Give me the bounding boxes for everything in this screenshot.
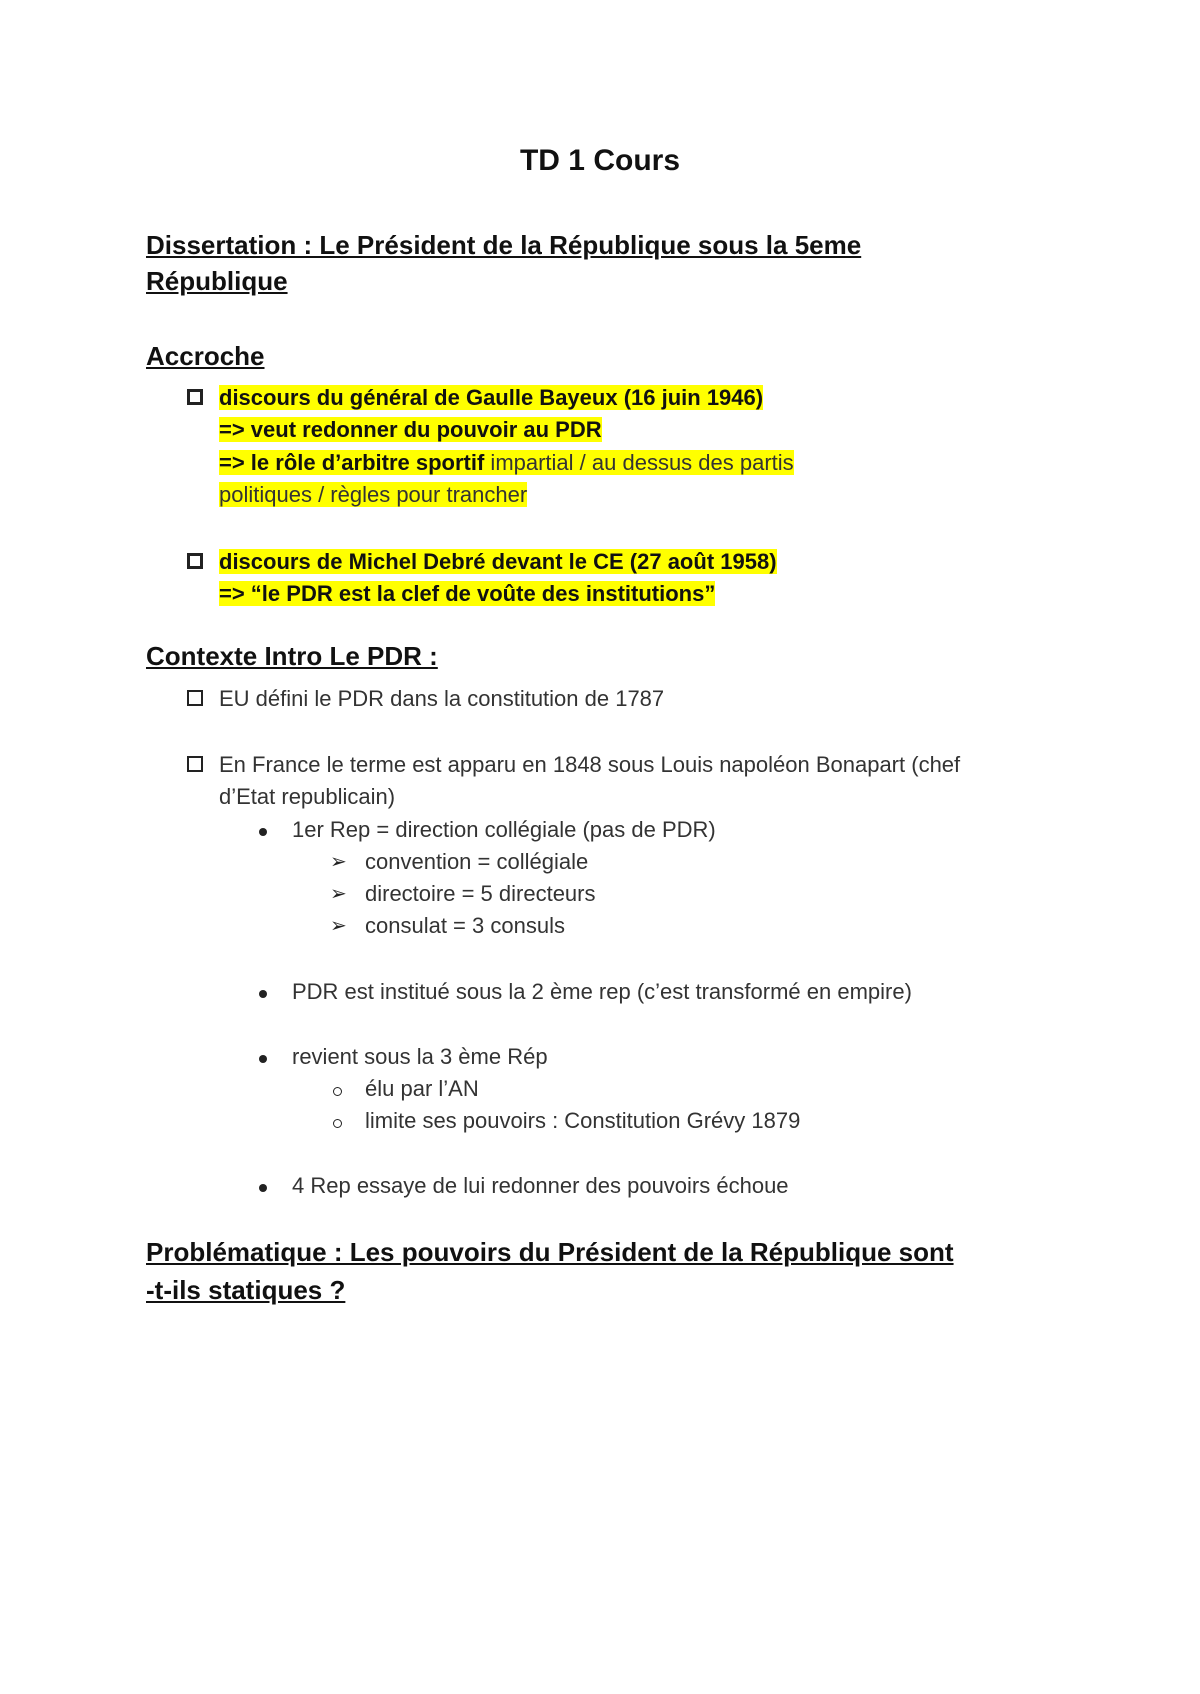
contexte-bullet1: 1er Rep = direction collégiale (pas de PDR) <box>292 817 716 842</box>
contexte-arrow1: convention = collégiale <box>365 849 589 874</box>
contexte-heading: Contexte Intro Le PDR : <box>146 641 438 671</box>
accroche-item1-sub1: => veut redonner du pouvoir au PDR <box>219 417 602 442</box>
arrow-bullet-icon: ➢ <box>330 851 347 873</box>
contexte-bullet3: revient sous la 3 ème Rép <box>292 1044 548 1069</box>
bullet-icon <box>259 1184 267 1192</box>
accroche-item1-main: discours du général de Gaulle Bayeux (16 juin 1946) <box>219 385 764 410</box>
accroche-heading: Accroche <box>146 341 265 371</box>
problematique-line2: -t-ils statiques ? <box>146 1275 346 1305</box>
checkbox-icon <box>187 756 203 772</box>
accroche-item1-sub3: politiques / règles pour trancher <box>219 482 528 507</box>
contexte-item2-line2: d’Etat republicain) <box>219 784 396 809</box>
checkbox-icon <box>187 389 203 405</box>
arrow-bullet-icon: ➢ <box>330 883 347 905</box>
contexte-item1: EU défini le PDR dans la constitution de 1787 <box>219 686 665 711</box>
contexte-arrow2: directoire = 5 directeurs <box>365 881 596 906</box>
contexte-circle2: limite ses pouvoirs : Constitution Grévy 1879 <box>365 1108 801 1133</box>
contexte-arrow3: consulat = 3 consuls <box>365 913 565 938</box>
dissertation-heading-line1: Dissertation : Le Président de la République sous la 5eme <box>146 230 862 260</box>
bullet-icon <box>259 990 267 998</box>
checkbox-icon <box>187 690 203 706</box>
dissertation-heading-line2: République <box>146 266 288 296</box>
circle-bullet-icon <box>333 1119 342 1128</box>
contexte-item2-line1: En France le terme est apparu en 1848 sous Louis napoléon Bonapart (chef <box>219 752 961 777</box>
bullet-icon <box>259 1055 267 1063</box>
contexte-bullet4: 4 Rep essaye de lui redonner des pouvoirs échoue <box>292 1173 789 1198</box>
contexte-circle1: élu par l’AN <box>365 1076 479 1101</box>
bullet-icon <box>259 828 267 836</box>
accroche-item2-main: discours de Michel Debré devant le CE (27 août 1958) <box>219 549 777 574</box>
problematique-line1: Problématique : Les pouvoirs du Président de la République sont <box>146 1237 954 1267</box>
checkbox-icon <box>187 553 203 569</box>
accroche-item1-sub2: => le rôle d’arbitre sportif impartial / au dessus des partis <box>219 450 794 475</box>
contexte-bullet2: PDR est institué sous la 2 ème rep (c’est transformé en empire) <box>292 979 912 1004</box>
accroche-item2-sub1: => “le PDR est la clef de voûte des institutions” <box>219 581 716 606</box>
page-title: TD 1 Cours <box>519 144 681 177</box>
arrow-bullet-icon: ➢ <box>330 915 347 937</box>
circle-bullet-icon <box>333 1087 342 1096</box>
